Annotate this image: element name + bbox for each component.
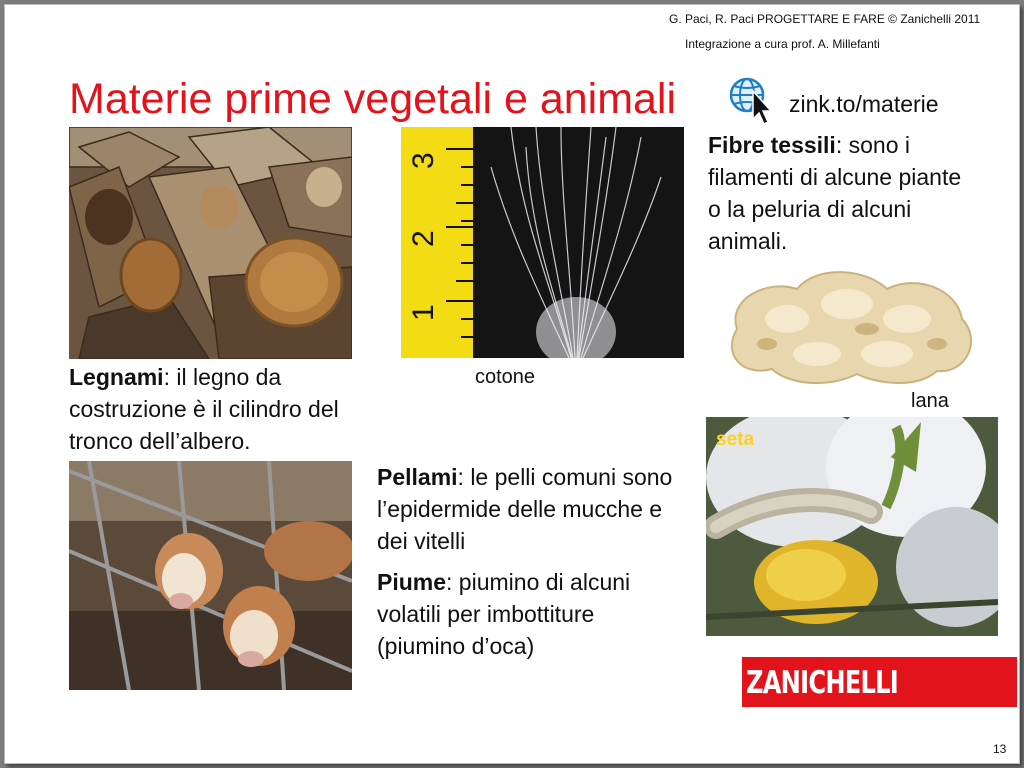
wool-photo bbox=[707, 259, 977, 397]
ruler-number: 1 bbox=[407, 304, 440, 321]
fibre-text: : sono i filamenti di alcune piante o la peluria di alcuni animali. bbox=[708, 132, 962, 254]
legnami-text: : il legno da costruzione è il cilindro del tronco dell’albero. bbox=[69, 364, 339, 454]
page-number: 13 bbox=[993, 742, 1007, 756]
slide bbox=[4, 4, 1020, 764]
caption-seta: seta bbox=[716, 429, 755, 450]
ruler-number: 2 bbox=[407, 230, 440, 247]
fibre-description bbox=[708, 129, 980, 257]
page-title: Materie prime vegetali e animali bbox=[69, 75, 677, 123]
zanichelli-logo bbox=[742, 657, 1017, 707]
legnami-term: Legnami bbox=[69, 364, 164, 390]
cows-photo bbox=[69, 461, 352, 690]
legnami-description bbox=[69, 361, 359, 457]
caption-lana: lana bbox=[911, 390, 949, 412]
piume-description bbox=[377, 566, 637, 662]
piume-term: Piume bbox=[377, 569, 447, 595]
credit-authors: G. Paci, R. Paci PROGETTARE E FARE © Zanichelli 2011 bbox=[669, 12, 981, 26]
caption-cotone: cotone bbox=[475, 366, 536, 388]
ruler-number: 3 bbox=[407, 152, 440, 169]
pellami-term: Pellami bbox=[377, 464, 458, 490]
credit-integration: Integrazione a cura prof. A. Millefanti bbox=[685, 37, 880, 51]
fibre-term: Fibre tessili bbox=[708, 132, 836, 158]
globe-cursor-icon[interactable] bbox=[729, 73, 777, 127]
zanichelli-logo-text: ZANICHELLI bbox=[746, 665, 899, 701]
cotton-photo bbox=[401, 127, 684, 358]
logs-photo bbox=[69, 127, 352, 359]
pellami-description bbox=[377, 461, 673, 557]
zink-link[interactable]: zink.to/materie bbox=[789, 91, 939, 117]
pellami-text: : le pelli comuni sono l’epidermide delle mucche e dei vitelli bbox=[377, 464, 673, 554]
piume-text: : piumino di alcuni volatili per imbottiture (piumino d’oca) bbox=[377, 569, 631, 659]
